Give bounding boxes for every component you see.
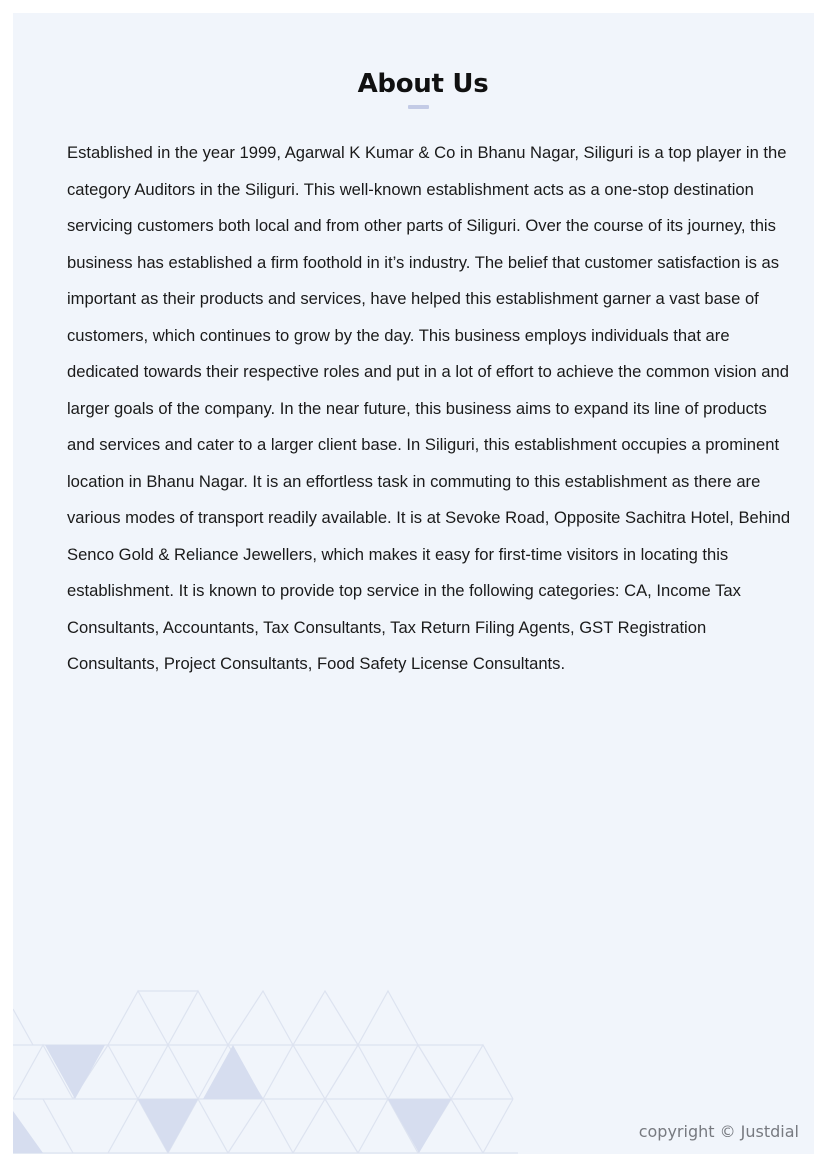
title-underline [408,105,429,109]
page-title: About Us [357,69,489,99]
about-page [13,13,814,1154]
about-paragraph: Established in the year 1999, Agarwal K Kumar & Co in Bhanu Nagar, Siliguri is a top player in the category Auditors in the Siliguri. This well-known establishment acts as a one-stop destination servicing customers both local and from other parts of Siliguri. Over the course of its journey, this business has established a firm foothold in it’s industry. The belief that customer satisfaction is as important as their products and services, have helped this establishment garner a vast base of customers, which continues to grow by the day. This business employs individuals that are dedicated towards their respective roles and put in a lot of effort to achieve the common vision and larger goals of the company. In the near future, this business aims to expand its line of products and services and cater to a larger client base. In Siliguri, this establishment occupies a prominent location in Bhanu Nagar. It is an effortless task in commuting to this establishment as there are various modes of transport readily available. It is at Sevoke Road, Opposite Sachitra Hotel, Behind Senco Gold & Reliance Jewellers, which makes it easy for first-time visitors in locating this establishment. It is known to provide top service in the following categories: CA, Income Tax Consultants, Accountants, Tax Consultants, Tax Return Filing Agents, GST Registration Consultants, Project Consultants, Food Safety License Consultants. [67,143,791,673]
copyright-text: copyright © Justdial [638,1122,799,1141]
triangle-pattern-decoration [13,987,518,1154]
